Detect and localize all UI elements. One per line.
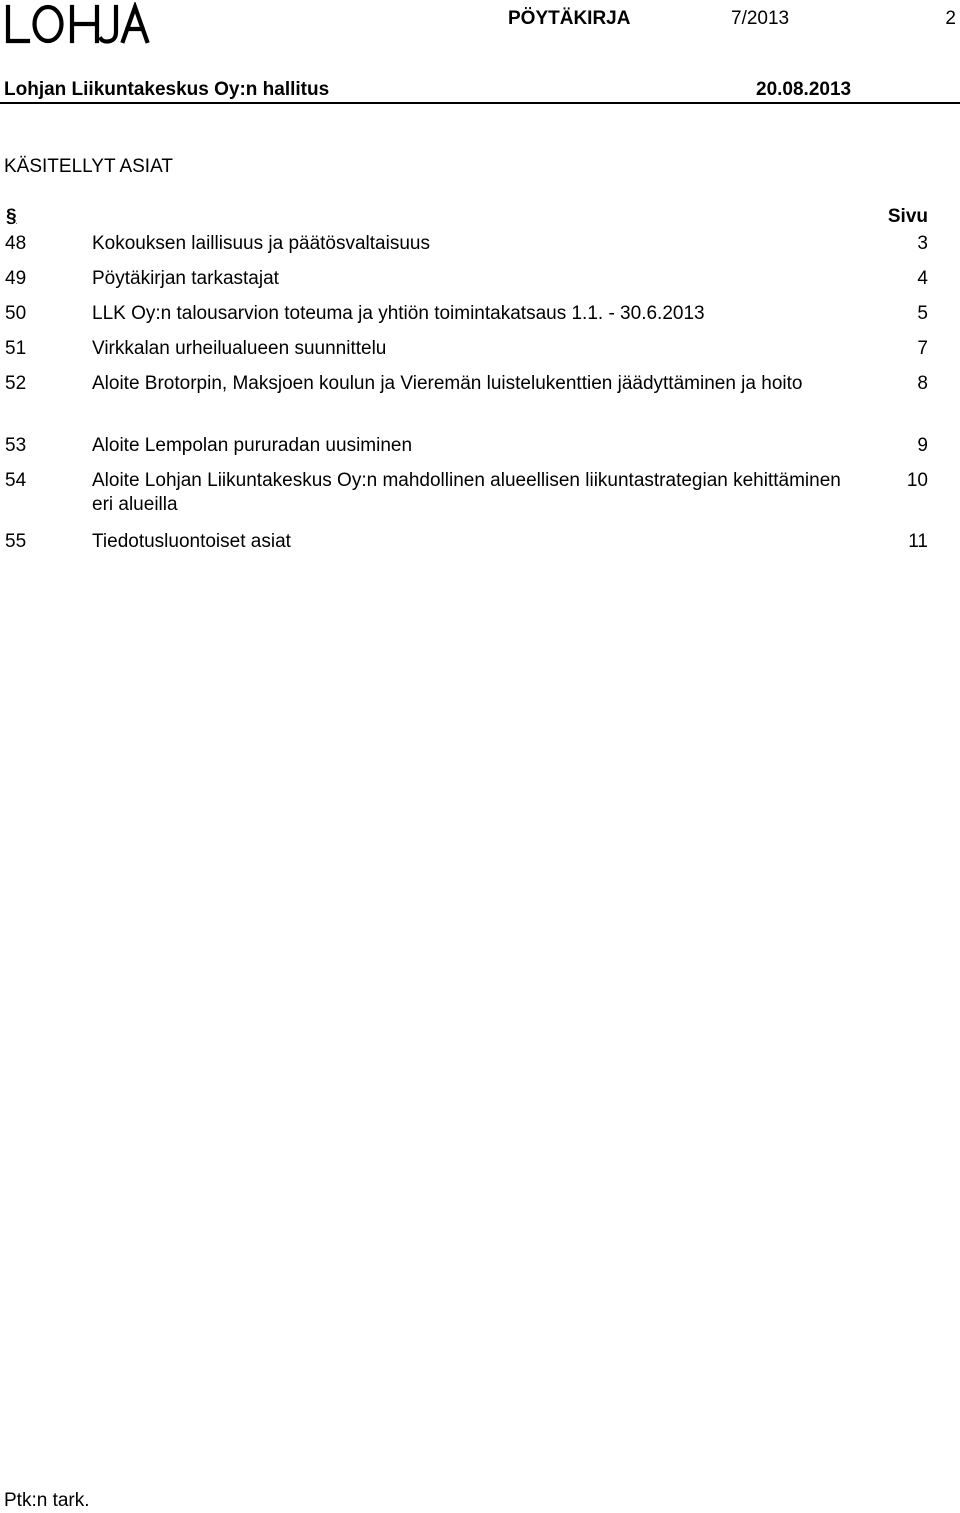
toc-item-title: Aloite Lohjan Liikuntakeskus Oy:n mahdollinen alueellisen liikuntastrategian kehittäminen eri alueilla (92, 470, 841, 515)
toc-item-title: LLK Oy:n talousarvion toteuma ja yhtiön toimintakatsaus 1.1. - 30.6.2013 (92, 303, 705, 324)
toc-row (0, 267, 960, 302)
toc-item-page: 11 (908, 531, 928, 552)
toc-item-page: 8 (917, 373, 928, 394)
toc-item-number: 51 (5, 338, 27, 359)
meeting-date: 20.08.2013 (756, 79, 852, 100)
toc-item-page: 4 (917, 268, 928, 289)
toc-row (0, 530, 960, 565)
toc-item-page: 7 (917, 338, 928, 359)
toc-item-title: Tiedotusluontoiset asiat (92, 531, 291, 552)
footer-reviewer-initials: Ptk:n tark. (4, 1490, 90, 1511)
toc-section-symbol-header: § (6, 206, 17, 227)
toc-item-number: 53 (5, 435, 27, 456)
toc-page-header: Sivu (887, 206, 928, 227)
toc-item-number: 50 (5, 303, 27, 324)
toc-item-title: Aloite Brotorpin, Maksjoen koulun ja Vieremän luistelukenttien jäädyttäminen ja hoito (92, 373, 803, 394)
lohja-logo (4, 2, 150, 46)
toc-item-title: Virkkalan urheilualueen suunnittelu (92, 338, 387, 359)
toc-row (0, 337, 960, 372)
document-number: 7/2013 (731, 8, 790, 29)
toc-item-title: Kokouksen laillisuus ja päätösvaltaisuus (92, 233, 430, 254)
toc-row (0, 434, 960, 469)
section-title: KÄSITELLYT ASIAT (4, 156, 173, 177)
toc-row (0, 232, 960, 267)
toc-row (0, 469, 960, 530)
toc-item-number: 55 (5, 531, 27, 552)
toc-row (0, 302, 960, 337)
document-type: PÖYTÄKIRJA (508, 8, 631, 29)
table-of-contents (0, 232, 960, 565)
organization-name: Lohjan Liikuntakeskus Oy:n hallitus (4, 79, 330, 100)
toc-item-number: 54 (5, 470, 27, 491)
toc-item-title: Pöytäkirjan tarkastajat (92, 268, 279, 289)
toc-item-number: 48 (5, 233, 27, 254)
toc-item-page: 5 (917, 303, 928, 324)
toc-row (0, 372, 960, 434)
toc-item-page: 9 (917, 435, 928, 456)
toc-item-page: 10 (906, 470, 928, 491)
page-number: 2 (945, 8, 956, 29)
toc-item-page: 3 (917, 233, 928, 254)
toc-item-number: 52 (5, 373, 27, 394)
toc-item-number: 49 (5, 268, 27, 289)
toc-item-title: Aloite Lempolan pururadan uusiminen (92, 435, 413, 456)
header-divider (0, 102, 960, 104)
